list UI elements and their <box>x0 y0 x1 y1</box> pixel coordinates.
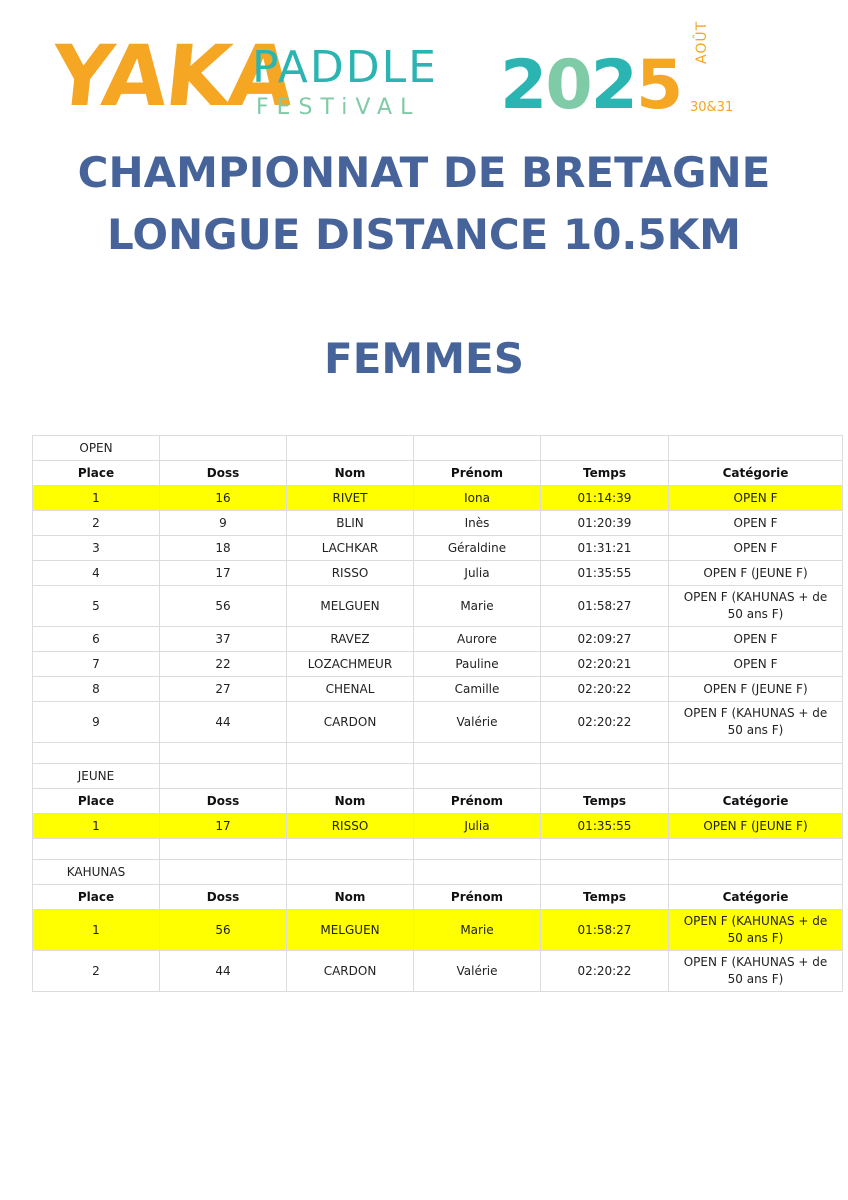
cell-categorie: OPEN F <box>669 536 843 561</box>
cell-temps: 01:20:39 <box>541 511 669 536</box>
paddle-logo: PADDLE <box>252 42 438 93</box>
cell-categorie: OPEN F (JEUNE F) <box>669 814 843 839</box>
cell-temps: 02:09:27 <box>541 627 669 652</box>
col-header-nom: Nom <box>287 885 414 910</box>
col-header-temps: Temps <box>541 461 669 486</box>
cell-categorie: OPEN F <box>669 486 843 511</box>
month-label: AOÛT <box>694 20 710 64</box>
col-header-categorie: Catégorie <box>669 789 843 814</box>
table-row <box>33 536 843 561</box>
group-label-row <box>33 436 843 461</box>
col-header-prenom: Prénom <box>414 461 541 486</box>
cell-nom: RIVET <box>287 486 414 511</box>
cell-place: 4 <box>33 561 160 586</box>
cell-categorie: OPEN F (KAHUNAS + de 50 ans F) <box>669 951 843 992</box>
cell-prenom: Valérie <box>414 702 541 743</box>
cell-categorie: OPEN F (JEUNE F) <box>669 561 843 586</box>
col-header-temps: Temps <box>541 789 669 814</box>
cell-categorie: OPEN F <box>669 511 843 536</box>
cell-nom: LOZACHMEUR <box>287 652 414 677</box>
cell-nom: RISSO <box>287 814 414 839</box>
yaka-logo: YAKA <box>46 27 298 125</box>
cell-prenom: Camille <box>414 677 541 702</box>
table-row <box>33 627 843 652</box>
cell-doss: 18 <box>160 536 287 561</box>
cell-temps: 02:20:22 <box>541 677 669 702</box>
cell-prenom: Inès <box>414 511 541 536</box>
empty-row <box>33 839 843 860</box>
cell-doss: 16 <box>160 486 287 511</box>
group-label: JEUNE <box>33 764 160 789</box>
page-title-line2: LONGUE DISTANCE 10.5KM <box>107 210 741 259</box>
cell-temps: 01:31:21 <box>541 536 669 561</box>
cell-categorie: OPEN F <box>669 627 843 652</box>
cell-temps: 01:58:27 <box>541 910 669 951</box>
cell-place: 2 <box>33 511 160 536</box>
cell-place: 5 <box>33 586 160 627</box>
cell-nom: BLIN <box>287 511 414 536</box>
col-header-place: Place <box>33 789 160 814</box>
cell-prenom: Marie <box>414 586 541 627</box>
col-header-categorie: Catégorie <box>669 885 843 910</box>
cell-doss: 56 <box>160 586 287 627</box>
table-row <box>33 561 843 586</box>
col-header-categorie: Catégorie <box>669 461 843 486</box>
col-header-prenom: Prénom <box>414 885 541 910</box>
cell-doss: 27 <box>160 677 287 702</box>
cell-doss: 17 <box>160 814 287 839</box>
cell-nom: RAVEZ <box>287 627 414 652</box>
cell-place: 6 <box>33 627 160 652</box>
cell-place: 1 <box>33 486 160 511</box>
cell-place: 2 <box>33 951 160 992</box>
cell-doss: 44 <box>160 951 287 992</box>
cell-prenom: Valérie <box>414 951 541 992</box>
group-label-row <box>33 860 843 885</box>
cell-temps: 02:20:22 <box>541 951 669 992</box>
header-row <box>33 789 843 814</box>
table-row <box>33 910 843 951</box>
cell-temps: 01:14:39 <box>541 486 669 511</box>
cell-nom: MELGUEN <box>287 586 414 627</box>
table-row <box>33 486 843 511</box>
cell-nom: LACHKAR <box>287 536 414 561</box>
cell-categorie: OPEN F (KAHUNAS + de 50 ans F) <box>669 586 843 627</box>
cell-place: 8 <box>33 677 160 702</box>
cell-doss: 9 <box>160 511 287 536</box>
cell-nom: RISSO <box>287 561 414 586</box>
col-header-temps: Temps <box>541 885 669 910</box>
table-row <box>33 677 843 702</box>
cell-categorie: OPEN F (JEUNE F) <box>669 677 843 702</box>
cell-nom: CARDON <box>287 951 414 992</box>
cell-prenom: Julia <box>414 561 541 586</box>
cell-doss: 37 <box>160 627 287 652</box>
col-header-doss: Doss <box>160 789 287 814</box>
table-row <box>33 951 843 992</box>
cell-temps: 01:35:55 <box>541 814 669 839</box>
cell-categorie: OPEN F <box>669 652 843 677</box>
cell-prenom: Pauline <box>414 652 541 677</box>
col-header-doss: Doss <box>160 461 287 486</box>
cell-doss: 56 <box>160 910 287 951</box>
cell-nom: CARDON <box>287 702 414 743</box>
cell-place: 9 <box>33 702 160 743</box>
col-header-doss: Doss <box>160 885 287 910</box>
cell-categorie: OPEN F (KAHUNAS + de 50 ans F) <box>669 910 843 951</box>
cell-doss: 22 <box>160 652 287 677</box>
page-title-line1: CHAMPIONNAT DE BRETAGNE <box>77 148 771 197</box>
cell-categorie: OPEN F (KAHUNAS + de 50 ans F) <box>669 702 843 743</box>
cell-temps: 02:20:21 <box>541 652 669 677</box>
cell-prenom: Marie <box>414 910 541 951</box>
col-header-nom: Nom <box>287 789 414 814</box>
table-row <box>33 702 843 743</box>
group-label: KAHUNAS <box>33 860 160 885</box>
festival-header <box>0 0 848 140</box>
header-row <box>33 461 843 486</box>
cell-nom: MELGUEN <box>287 910 414 951</box>
cell-temps: 01:35:55 <box>541 561 669 586</box>
col-header-place: Place <box>33 461 160 486</box>
festival-logo: FESTiVAL <box>256 95 421 120</box>
empty-row <box>33 743 843 764</box>
cell-prenom: Aurore <box>414 627 541 652</box>
cell-prenom: Julia <box>414 814 541 839</box>
group-label: OPEN <box>33 436 160 461</box>
cell-doss: 44 <box>160 702 287 743</box>
group-label-row <box>33 764 843 789</box>
col-header-place: Place <box>33 885 160 910</box>
results-table <box>32 435 843 992</box>
year-logo: 2025 <box>500 46 682 125</box>
cell-temps: 02:20:22 <box>541 702 669 743</box>
table-row <box>33 814 843 839</box>
table-row <box>33 652 843 677</box>
days-label: 30&31 <box>690 100 734 115</box>
table-row <box>33 511 843 536</box>
cell-prenom: Géraldine <box>414 536 541 561</box>
section-title: FEMMES <box>324 334 524 383</box>
cell-place: 7 <box>33 652 160 677</box>
cell-place: 3 <box>33 536 160 561</box>
cell-doss: 17 <box>160 561 287 586</box>
col-header-prenom: Prénom <box>414 789 541 814</box>
cell-nom: CHENAL <box>287 677 414 702</box>
table-row <box>33 586 843 627</box>
cell-prenom: Iona <box>414 486 541 511</box>
col-header-nom: Nom <box>287 461 414 486</box>
cell-place: 1 <box>33 910 160 951</box>
header-row <box>33 885 843 910</box>
cell-place: 1 <box>33 814 160 839</box>
cell-temps: 01:58:27 <box>541 586 669 627</box>
